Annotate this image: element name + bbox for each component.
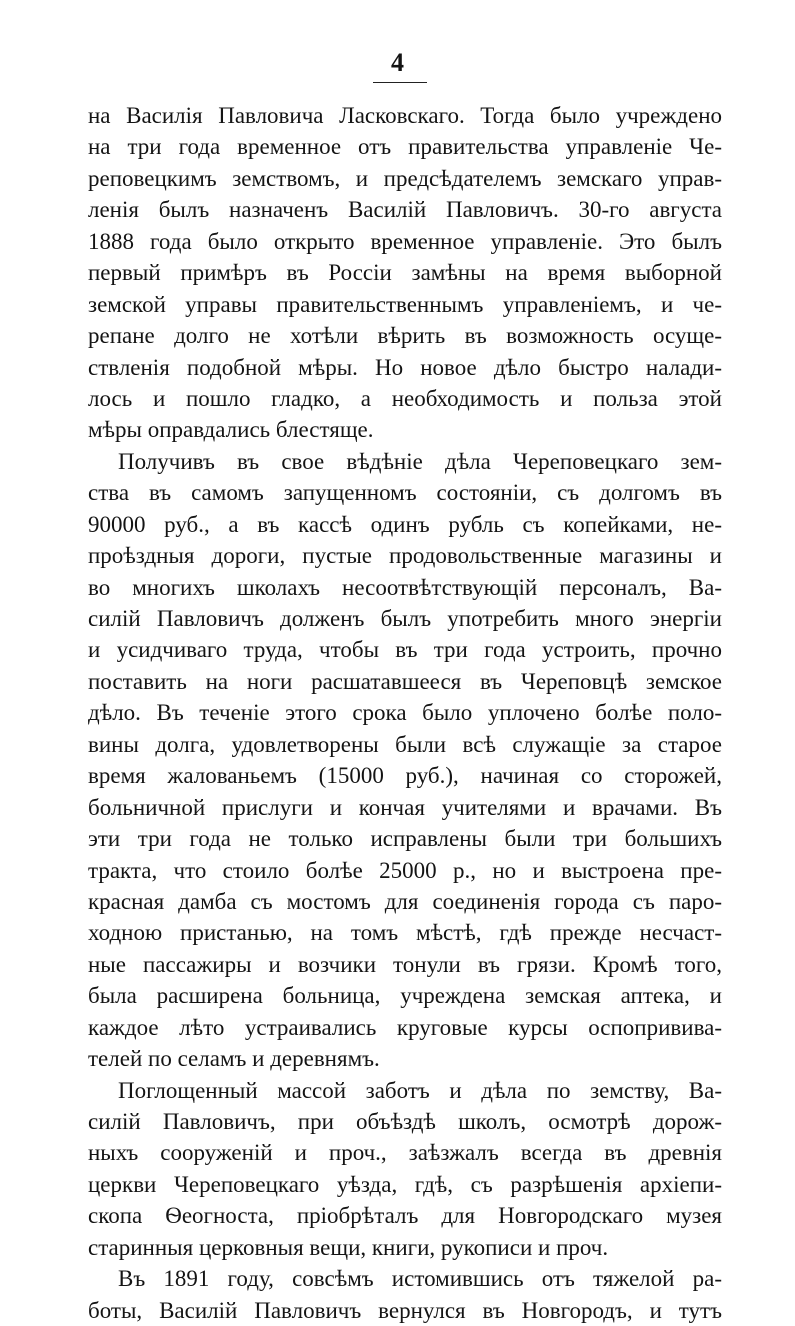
text-line: телей по селамъ и деревнямъ. bbox=[88, 1046, 380, 1072]
text-line: каждое лѣто устраивались круговые курсы оспопривива- bbox=[88, 1014, 722, 1040]
text-line: 90000 руб., а въ кассѣ одинъ рубль съ копейками, не- bbox=[88, 511, 722, 537]
paragraph bbox=[88, 100, 722, 446]
text-line: была расширена больница, учреждена земская аптека, и bbox=[88, 983, 722, 1009]
page-number-rule bbox=[373, 82, 427, 83]
text-line: Въ 1891 году, совсѣмъ истомившись отъ тяжелой ра- bbox=[118, 1266, 722, 1292]
text-line: на три года временное отъ правительства управленіе Че- bbox=[88, 134, 722, 160]
text-line: поставить на ноги расшатавшееся въ Череповцѣ земское bbox=[88, 668, 722, 694]
text-line: репане долго не хотѣли вѣрить въ возможность осуще- bbox=[88, 323, 722, 349]
text-line: Поглощенный массой заботъ и дѣла по земству, Ва- bbox=[118, 1077, 722, 1103]
text-line: ствленія подобной мѣры. Но новое дѣло быстро налади- bbox=[88, 354, 722, 380]
text-line: ныхъ сооруженій и проч., заѣзжалъ всегда въ древнія bbox=[88, 1140, 722, 1166]
text-line: силій Павловичъ, при объѣздѣ школъ, осмотрѣ дорож- bbox=[88, 1109, 722, 1134]
text-line: земской управы правительственнымъ управленіемъ, и че- bbox=[88, 291, 722, 317]
text-line: тракта, что стоило болѣе 25000 р., но и выстроена пре- bbox=[88, 857, 722, 883]
text-line: боты, Василій Павловичъ вернулся въ Новгородъ, и тутъ bbox=[88, 1297, 722, 1323]
text-line: время жалованьемъ (15000 руб.), начиная со сторожей, bbox=[88, 763, 722, 789]
text-line: на Василія Павловича Ласковскаго. Тогда было учреждено bbox=[88, 103, 722, 128]
text-line: и усидчиваго труда, чтобы въ три года устроить, прочно bbox=[88, 637, 722, 663]
text-line: 1888 года было открыто временное управленіе. Это былъ bbox=[88, 228, 722, 254]
text-line: вины долга, удовлетворены были всѣ служащіе за старое bbox=[88, 731, 722, 757]
text-line: силій Павловичъ долженъ былъ употребить много энергіи bbox=[88, 606, 722, 631]
page-number: 4 bbox=[391, 48, 404, 77]
text-line: ленія былъ назначенъ Василій Павловичъ. 30-го августа bbox=[88, 197, 722, 223]
text-line: реповецкимъ земствомъ, и предсѣдателемъ земскаго управ- bbox=[88, 165, 722, 191]
text-line: больничной прислуги и кончая учителями и врачами. Въ bbox=[88, 794, 722, 820]
text-line: мѣры оправдались блестяще. bbox=[88, 417, 374, 443]
text-line: первый примѣръ въ Россіи замѣны на время выборной bbox=[88, 260, 722, 286]
text-line: во многихъ школахъ несоотвѣтствующій персоналъ, Ва- bbox=[88, 574, 722, 600]
text-line: старинныя церковныя вещи, книги, рукописи и проч. bbox=[88, 1234, 609, 1260]
text-line: скопа Ѳеогноста, пріобрѣталъ для Новгородскаго музея bbox=[88, 1203, 722, 1229]
text-line: лось и пошло гладко, а необходимость и польза этой bbox=[88, 385, 722, 411]
text-line: красная дамба съ мостомъ для соединенія города съ паро- bbox=[88, 888, 722, 914]
text-line: церкви Череповецкаго уѣзда, гдѣ, съ разрѣшенія архіепи- bbox=[88, 1171, 722, 1197]
text-line: Получивъ въ свое вѣдѣніе дѣла Череповецкаго зем- bbox=[118, 448, 722, 474]
paragraph bbox=[88, 1075, 722, 1264]
text-line: ные пассажиры и возчики тонули въ грязи. Кромѣ того, bbox=[88, 951, 722, 977]
text-line: ходною пристанью, на томъ мѣстѣ, гдѣ прежде несчаст- bbox=[88, 920, 722, 946]
text-line: проѣздныя дороги, пустые продовольственные магазины и bbox=[88, 543, 722, 569]
paragraph bbox=[88, 1263, 722, 1326]
paragraph bbox=[88, 446, 722, 1075]
text-line: дѣло. Въ теченіе этого срока было уплочено болѣе поло- bbox=[88, 700, 722, 726]
text-line: эти три года не только исправлены были три большихъ bbox=[88, 826, 722, 852]
body-text bbox=[88, 100, 722, 1326]
text-line: ства въ самомъ запущенномъ состояніи, съ долгомъ въ bbox=[88, 480, 722, 506]
